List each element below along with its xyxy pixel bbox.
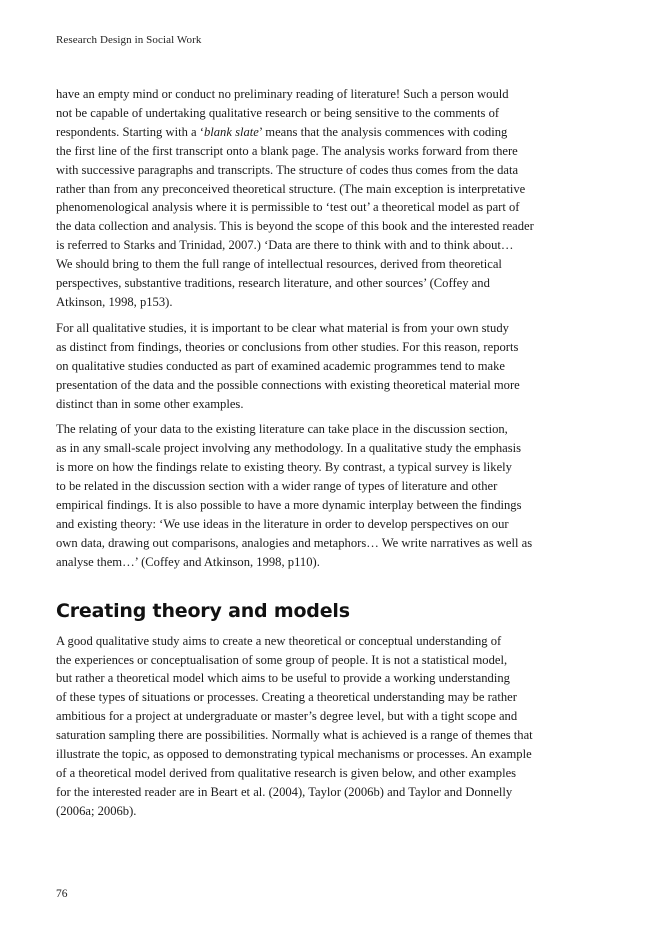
text-line: A good qualitative study aims to create a new theoretical or conceptual understanding of bbox=[56, 633, 502, 648]
text-line: perspectives, substantive traditions, research literature, and other sources’ (Coffey and bbox=[56, 276, 490, 291]
text-line: of a theoretical model derived from qualitative research is given below, and other examples bbox=[56, 766, 517, 780]
paragraph-2 bbox=[56, 319, 596, 414]
text-line: of these types of situations or processes. Creating a theoretical understanding may be rather bbox=[56, 690, 517, 705]
text-line: own data, drawing out comparisons, analogies and metaphors… We write narratives as well as bbox=[56, 535, 533, 550]
text-line: as in any small-scale project involving any methodology. In a qualitative study the emphasis bbox=[56, 441, 522, 456]
page-number: 76 bbox=[56, 888, 68, 900]
text-line: rather than from any preconceived theoretical structure. (The main exception is interpretative bbox=[56, 181, 526, 196]
text-line: for the interested reader are in Beart et al. (2004), Taylor (2006b) and Taylor and Donnelly bbox=[56, 784, 513, 799]
running-head: Research Design in Social Work bbox=[56, 34, 202, 46]
text-line: illustrate the topic, as opposed to demonstrating typical mechanisms or processes. An example bbox=[56, 747, 532, 762]
text-line: saturation sampling there are possibilities. Normally what is achieved is a range of themes that bbox=[56, 728, 533, 743]
paragraph-3 bbox=[56, 420, 596, 571]
text-line: Atkinson, 1998, p153). bbox=[56, 294, 173, 309]
text-line: is referred to Starks and Trinidad, 2007.) ‘Data are there to think with and to think about… bbox=[56, 238, 514, 253]
text-line: the first line of the first transcript onto a blank page. The analysis works forward from there bbox=[56, 143, 518, 158]
text-line: phenomenological analysis where it is permissible to ‘test out’ a theoretical model as part of bbox=[56, 200, 520, 215]
text-line: the data collection and analysis. This is beyond the scope of this book and the interested reader bbox=[56, 219, 534, 234]
text-line: and existing theory: ‘We use ideas in the literature in order to develop perspectives on our bbox=[56, 516, 509, 531]
emphasis-blank-slate: blank slate bbox=[203, 124, 259, 139]
text-line-with-emphasis bbox=[56, 123, 596, 142]
main-content bbox=[56, 85, 596, 828]
text-line: ambitious for a project at undergraduate or master’s degree level, but with a tight scope and bbox=[56, 709, 518, 724]
text-line: the experiences or conceptualisation of some group of people. It is not a statistical model, bbox=[56, 652, 508, 667]
text-line: distinct than in some other examples. bbox=[56, 396, 244, 411]
text-line: as distinct from findings, theories or conclusions from other studies. For this reason, reports bbox=[56, 339, 519, 354]
text-fragment: respondents. Starting with a ‘ bbox=[56, 124, 204, 139]
text-line: For all qualitative studies, it is important to be clear what material is from your own study bbox=[56, 320, 509, 335]
text-line: presentation of the data and the possible connections with existing theoretical material more bbox=[56, 377, 520, 392]
text-line: (2006a; 2006b). bbox=[56, 803, 137, 818]
text-line: but rather a theoretical model which aims to be useful to provide a working understanding bbox=[56, 671, 510, 686]
text-fragment: ’ means that the analysis commences with coding bbox=[258, 124, 508, 139]
text-line: empirical findings. It is also possible to have a more dynamic interplay between the findings bbox=[56, 498, 522, 513]
text-line: with successive paragraphs and transcripts. The structure of codes thus comes from the data bbox=[56, 162, 519, 177]
text-line: not be capable of undertaking qualitative research or being sensitive to the comments of bbox=[56, 105, 500, 120]
section-paragraph bbox=[56, 632, 596, 821]
text-line: is more on how the findings relate to existing theory. By contrast, a typical survey is likely bbox=[56, 460, 512, 475]
text-line: have an empty mind or conduct no preliminary reading of literature! Such a person would bbox=[56, 87, 509, 101]
text-line: We should bring to them the full range of intellectual resources, derived from theoretical bbox=[56, 257, 502, 272]
text-line: to be related in the discussion section with a wider range of types of literature and other bbox=[56, 479, 498, 494]
paragraph-1 bbox=[56, 85, 596, 312]
section-heading: Creating theory and models bbox=[56, 599, 350, 622]
text-line: on qualitative studies conducted as part of examined academic programmes tend to make bbox=[56, 358, 506, 373]
text-line: analyse them…’ (Coffey and Atkinson, 1998, p110). bbox=[56, 554, 320, 569]
text-line: The relating of your data to the existing literature can take place in the discussion section, bbox=[56, 422, 508, 437]
